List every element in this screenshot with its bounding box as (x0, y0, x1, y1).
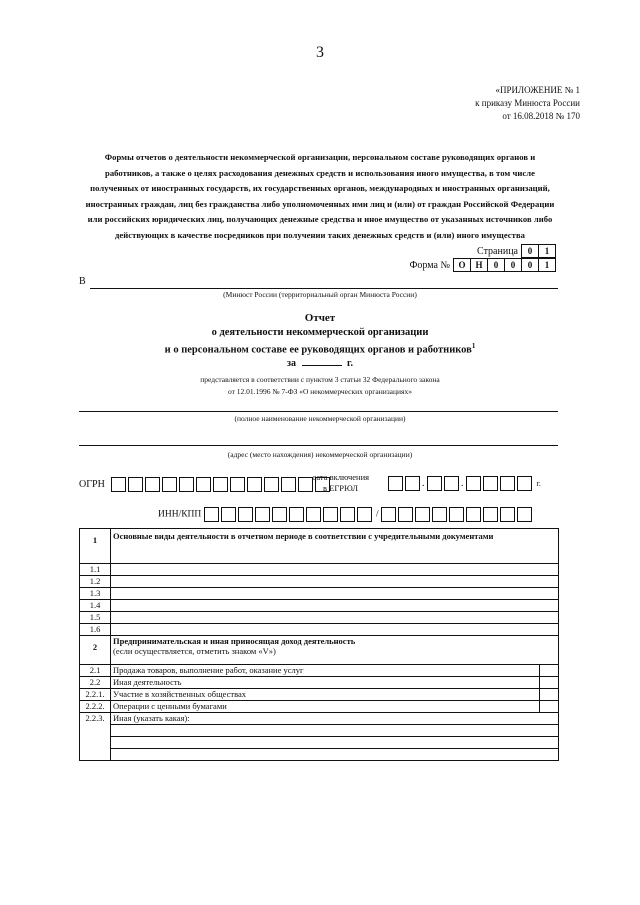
appendix-header (420, 84, 580, 123)
table-row (80, 737, 559, 749)
table-row (80, 725, 559, 737)
egrul-label-1: дата включения (312, 472, 370, 482)
row-input[interactable] (111, 564, 559, 576)
row-input[interactable] (111, 749, 559, 761)
section-2-cell (111, 636, 559, 665)
table-row (80, 576, 559, 588)
row-text: Иная (указать какая): (111, 713, 559, 725)
table-row (80, 665, 559, 677)
form-field-label: Форма № (409, 259, 450, 271)
footnote-mark: 1 (471, 342, 476, 350)
page-field (300, 244, 556, 258)
inn-row (158, 507, 534, 522)
report-period (80, 358, 560, 369)
inn-sep: / (376, 509, 379, 520)
page-cell[interactable]: 1 (538, 244, 556, 258)
egrul-date-field[interactable] (388, 476, 541, 491)
row-checkbox[interactable] (540, 665, 559, 677)
ogrn-label: ОГРН (79, 478, 105, 490)
row-num: 2.2.3. (80, 713, 111, 761)
appendix-line-3: от 16.08.2018 № 170 (502, 111, 580, 121)
row-input[interactable] (111, 600, 559, 612)
report-subtitle-2: и о персональном составе ее руководящих органов и работников (164, 344, 472, 356)
section-1-num: 1 (80, 529, 111, 564)
report-subtitle-2-wrap (80, 342, 560, 356)
table-row (80, 612, 559, 624)
table-row (80, 713, 559, 725)
date-sep: . (461, 477, 464, 489)
row-input[interactable] (111, 588, 559, 600)
section-2-note: (если осуществляется, отметить знаком «V») (113, 646, 276, 656)
row-num: 1.4 (80, 600, 111, 612)
row-num: 2.2 (80, 677, 111, 689)
section-2-header (80, 636, 559, 665)
row-num: 1.1 (80, 564, 111, 576)
date-sep: . (422, 477, 425, 489)
report-subtitle-1: о деятельности некоммерческой организации (211, 327, 429, 338)
section-1-text: Основные виды деятельности в отчетном периоде в соответствии с учредительными документами (111, 529, 559, 564)
egrul-label (312, 472, 369, 494)
row-text: Операции с ценными бумагами (111, 701, 540, 713)
recipient-prefix: В (79, 276, 86, 287)
appendix-line-1: «ПРИЛОЖЕНИЕ № 1 (495, 85, 580, 95)
page-field-label: Страница (477, 245, 518, 257)
row-checkbox[interactable] (540, 701, 559, 713)
row-input[interactable] (111, 612, 559, 624)
kpp-boxes[interactable] (381, 510, 534, 520)
table-row (80, 564, 559, 576)
row-num: 1.2 (80, 576, 111, 588)
recipient-caption: (Минюст России (территориальный орган Минюста России) (223, 290, 417, 299)
row-num: 2.2.1. (80, 689, 111, 701)
table-row (80, 689, 559, 701)
row-num: 1.6 (80, 624, 111, 636)
page-cell[interactable]: 0 (521, 244, 539, 258)
table-row (80, 600, 559, 612)
section-2-num: 2 (80, 636, 111, 665)
section-2-text: Предпринимательская и иная приносящая доход деятельность (113, 636, 356, 646)
table-row (80, 624, 559, 636)
row-checkbox[interactable] (540, 689, 559, 701)
address-caption: (адрес (место нахождения) некоммерческой организации) (227, 450, 413, 459)
row-text: Продажа товаров, выполнение работ, оказание услуг (111, 665, 540, 677)
org-name-line[interactable] (79, 411, 558, 412)
row-num: 1.5 (80, 612, 111, 624)
year-suffix: г. (536, 478, 541, 488)
org-name-caption: (полное наименование некоммерческой организации) (234, 414, 406, 423)
table-row (80, 749, 559, 761)
report-title: Отчет (304, 312, 336, 324)
address-line[interactable] (79, 445, 558, 446)
recipient-line[interactable] (90, 288, 558, 289)
basis-line-1: представляется в соответствии с пунктом 3 статьи 32 Федерального закона (200, 375, 440, 384)
activities-table (79, 528, 559, 761)
table-row (80, 677, 559, 689)
row-text: Участие в хозяйственных обществах (111, 689, 540, 701)
row-num: 2.1 (80, 665, 111, 677)
row-input[interactable] (111, 737, 559, 749)
form-cell[interactable]: О (453, 258, 471, 272)
intro-text: Формы отчетов о деятельности некоммерческой организации, персональном составе руководящих органов и работников, а также о целях расходования денежных средств и использования иного имущества, в том числе полученных от иностранных государств, их государственных органов, международных и иностранных организаций, иностранных граждан, лиц без гражданства либо уполномоченных ими лиц и (или) от граждан Российской Федерации или российских юридических лиц, получающих денежные средства и иное имущество от указанных источников либо действующих в качестве посредников при получении таких денежных средств и (или) иного имущества (85, 152, 555, 240)
ogrn-boxes[interactable] (111, 479, 332, 490)
inn-boxes[interactable] (204, 510, 376, 520)
inn-label: ИНН/КПП (158, 509, 202, 520)
form-cell[interactable]: 0 (487, 258, 505, 272)
period-prefix: за (287, 358, 297, 369)
form-cell[interactable]: 0 (504, 258, 522, 272)
row-text: Иная деятельность (111, 677, 540, 689)
period-year-field[interactable] (302, 365, 342, 366)
page-number: 3 (316, 44, 324, 61)
basis-line-2: от 12.01.1996 № 7-ФЗ «О некоммерческих организациях» (227, 387, 412, 396)
form-cell[interactable]: 1 (538, 258, 556, 272)
form-cell[interactable]: Н (470, 258, 488, 272)
appendix-line-2: к приказу Минюста России (475, 98, 580, 108)
section-1-header (80, 529, 559, 564)
form-field (300, 258, 556, 272)
row-checkbox[interactable] (540, 677, 559, 689)
ogrn-row (79, 477, 332, 492)
form-cell[interactable]: 0 (521, 258, 539, 272)
egrul-label-2: в ЕГРЮЛ (323, 483, 359, 493)
row-num: 2.2.2. (80, 701, 111, 713)
row-input[interactable] (111, 725, 559, 737)
table-row (80, 701, 559, 713)
row-input[interactable] (111, 624, 559, 636)
row-input[interactable] (111, 576, 559, 588)
table-row (80, 588, 559, 600)
row-num: 1.3 (80, 588, 111, 600)
period-suffix: г. (347, 358, 353, 369)
